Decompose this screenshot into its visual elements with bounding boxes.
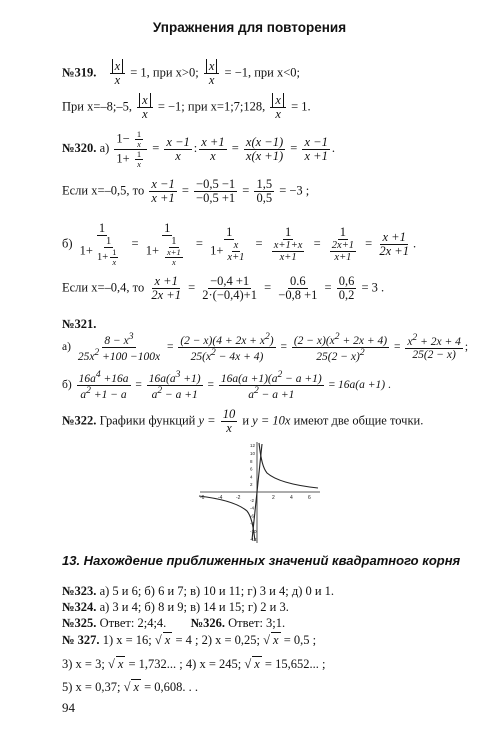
fraction: $\frac{8 - x^3}{25x^2 +100 -100x}$ xyxy=(77,331,161,363)
problem-323 xyxy=(62,584,334,599)
text: = 4 ; xyxy=(175,633,199,647)
problem-number: №326. xyxy=(190,616,225,630)
fraction: $\frac{x^2 + 2x + 4}{25(2 - x)}$ xyxy=(407,332,461,362)
y-tick-label: -12 xyxy=(250,536,257,542)
y-tick-label: 8 xyxy=(250,458,253,464)
y-tick-label: -2 xyxy=(250,497,255,503)
text: 5) x = 0,37; xyxy=(62,680,121,694)
problem-number: № 327. xyxy=(62,633,100,647)
x-tick-label: -6 xyxy=(200,495,205,501)
fraction: $\frac{x}{x}$ xyxy=(270,94,286,121)
text: Если x=–0,4, то xyxy=(62,280,145,295)
fraction: $\frac{x}{x}$ xyxy=(137,94,153,121)
fraction: 1 1+ $\frac{x}{x+1}$ xyxy=(210,224,245,264)
text: и xyxy=(242,413,250,428)
y-tick-label: 10 xyxy=(250,451,256,456)
text: = 1,732... ; xyxy=(128,657,183,671)
hyperbola-negative-branch xyxy=(199,496,255,541)
fraction: $\frac{x +1}{2x +1}$ xyxy=(379,229,409,258)
fraction: $\frac{x}{x}$ xyxy=(110,60,126,87)
y-tick-label: -4 xyxy=(250,505,255,511)
fraction: $\frac{x +1}{2x +1}$ xyxy=(151,274,181,303)
problem-number: №319. xyxy=(62,65,97,80)
text: = −1, при x<0; xyxy=(224,65,301,80)
text: 4) x = 245; xyxy=(185,657,242,671)
fraction: $\frac{-0,4 +1}{2\cdot(-0,4)+1}$ xyxy=(202,274,257,303)
page-title: Упражнения для повторения xyxy=(152,20,347,35)
y-tick-label: -10 xyxy=(250,529,257,534)
problem-324 xyxy=(62,600,289,615)
y-tick-label: 12 xyxy=(250,443,256,449)
fraction: $\frac{x +1}{x}$ xyxy=(201,134,225,163)
problem-320-b: б) 1 1+ 1 1+ $\frac{1}{x}$ = 1 1+ $\frac{1}{\frac{x+1}{x}}$ = 1 1+ $\frac{x}{x+1}$ = $\frac{1}{\frac{x+1+x}{x+1}}$ = $\frac{1}{\frac{2x+1}{x+1}}$ = $\frac{x +1}{2x +1}$ . xyxy=(62,221,417,268)
text: = 0,608. . . xyxy=(144,680,199,694)
text: Ответ: 2;4;4. xyxy=(99,616,167,630)
fraction: $\frac{0,6}{0,2}$ xyxy=(338,274,355,303)
x-tick-label: -4 xyxy=(218,495,223,501)
text: При x=–8;–5, xyxy=(62,99,132,114)
y-tick-label: -8 xyxy=(250,521,255,527)
problem-321-b: б) $\frac{16a^4 +16a}{a^2 +1 - a}$ = $\frac{16a(a^3 +1)}{a^2 - a +1}$ = $\frac{16a(a +1)(a^2 - a +1)}{a^2 - a +1}$ = 16a(a +1) . xyxy=(62,369,391,401)
y-tick-label: 4 xyxy=(250,474,253,480)
fraction: $\frac{x(x -1)}{x(x +1)}$ xyxy=(245,134,284,163)
fraction: 1− $\frac{1}{x}$ 1+ $\frac{1}{x}$ xyxy=(114,130,147,169)
text: 2) x = 0,25; xyxy=(201,633,261,647)
problem-number: №323. xyxy=(62,584,97,598)
y-tick-label: 2 xyxy=(250,482,253,488)
x-tick-label: 2 xyxy=(272,495,275,501)
problem-number: №320. xyxy=(62,141,97,156)
fraction: $\frac{(2 - x)(4 + 2x + x^2)}{25(x^2 - 4x + 4)}$ xyxy=(180,331,274,363)
fraction: $\frac{0.6}{-0,8 +1}$ xyxy=(278,274,318,303)
fraction: 1 1+ $\frac{1}{\frac{x+1}{x}}$ xyxy=(145,221,181,268)
sqrt-x: x xyxy=(254,657,260,671)
hyperbola-positive-branch xyxy=(259,443,318,488)
x-tick-label: 6 xyxy=(308,495,311,501)
fraction: $\frac{16a(a^3 +1)}{a^2 - a +1}$ xyxy=(148,369,201,401)
fraction: $\frac{1}{\frac{x+1+x}{x+1}}$ xyxy=(273,224,303,264)
text: = −1; при x=1;7;128, xyxy=(157,99,266,114)
sqrt-x: x xyxy=(273,633,279,647)
text: = 15,652... ; xyxy=(264,657,326,671)
x-tick-label: -2 xyxy=(236,495,241,501)
fraction: $\frac{x}{x}$ xyxy=(204,60,220,87)
problem-number: №325. xyxy=(62,616,97,630)
sqrt-x: x xyxy=(117,657,124,671)
fraction: $\frac{x -1}{x +1}$ xyxy=(304,134,328,163)
text: 1) x = 16; xyxy=(102,633,152,647)
y-tick-label: 6 xyxy=(250,466,253,472)
fraction: $\frac{1}{\frac{2x+1}{x+1}}$ xyxy=(331,224,355,264)
text: = 3 . xyxy=(361,280,385,295)
section-heading: 13. Нахождение приближенных значений квадратного корня xyxy=(62,553,461,568)
text: = 1, при x>0; xyxy=(130,65,199,80)
text: а) 3 и 4; б) 8 и 9; в) 14 и 15; г) 2 и 3. xyxy=(99,600,289,614)
fraction: 1 1+ 1 1+ $\frac{1}{x}$ xyxy=(79,221,117,268)
problem-320-case2: Если x=–0,4, то $\frac{x +1}{2x +1}$ = $\frac{-0,4 +1}{2\cdot(-0,4)+1}$ = $\frac{0.6}{-0,8 +1}$ = $\frac{0,6}{0,2}$ = 3 . xyxy=(62,274,385,303)
fraction: $\frac{16a^4 +16a}{a^2 +1 - a}$ xyxy=(78,369,129,401)
fraction: $\frac{-0,5 -1}{-0,5 +1}$ xyxy=(196,177,236,206)
text: а) 5 и 6; б) 6 и 7; в) 10 и 11; г) 3 и 4; д) 0 и 1. xyxy=(99,584,335,598)
problem-number: №324. xyxy=(62,600,97,614)
x-tick-label: 4 xyxy=(290,495,293,501)
problem-322: №322. Графики функций y = $\frac{10}{x}$ и y = 10x имеют две общие точки. xyxy=(62,407,424,436)
fraction: $\frac{x -1}{x}$ xyxy=(166,134,190,163)
problem-320-a: №320. а) 1− $\frac{1}{x}$ 1+ $\frac{1}{x}$ = $\frac{x -1}{x}$ : $\frac{x +1}{x}$ = $\frac{x(x -1)}{x(x +1)}$ = $\frac{x -1}{x +1}$ . xyxy=(62,129,335,169)
text: = 1. xyxy=(291,99,311,114)
text: Если x=–0,5, то xyxy=(62,183,145,198)
sqrt-x: x xyxy=(164,633,171,647)
text: Ответ: 3;1. xyxy=(228,616,286,630)
label: б) xyxy=(62,236,73,251)
problem-319-line1 xyxy=(62,60,300,87)
problem-320-case1: Если x=–0,5, то $\frac{x -1}{x +1}$ = $\frac{-0,5 -1}{-0,5 +1}$ = $\frac{1,5}{0,5}$ = −3 ; xyxy=(62,177,310,206)
problem-327-line3: 5) x = 0,37; √ x = 0,608. . . xyxy=(62,680,199,694)
problem-321-a: а) $\frac{8 - x^3}{25x^2 +100 -100x}$ = $\frac{(2 - x)(4 + 2x + x^2)}{25(x^2 - 4x + 4)}$ = $\frac{(2 - x)(x^2 + 2x + 4)}{25(2 - x)^2}$ = $\frac{x^2 + 2x + 4}{25(2 - x)}$ ; xyxy=(62,331,469,363)
text: = 0,5 ; xyxy=(283,633,317,647)
y-tick-label: -6 xyxy=(250,513,255,519)
problem-327-line2: 3) x = 3; √ x = 1,732... ; 4) x = 245; √ x = 15,652... ; xyxy=(62,657,326,671)
label: а) xyxy=(62,341,71,354)
function-graph xyxy=(195,440,325,545)
fraction: $\frac{(2 - x)(x^2 + 2x + 4)}{25(2 - x)^2}$ xyxy=(293,331,388,363)
text: 3) x = 3; xyxy=(62,657,105,671)
fraction: $\frac{16a(a +1)(a^2 - a +1)}{a^2 - a +1}$ xyxy=(220,369,322,401)
text: имеют две общие точки. xyxy=(293,413,424,428)
page-number: 94 xyxy=(62,700,75,715)
problem-number: №322. xyxy=(62,413,97,428)
problem-number: №321. xyxy=(62,317,97,331)
problem-327-line1: № 327. 1) x = 16; √ x = 4 ; 2) x = 0,25; √ x = 0,5 ; xyxy=(62,633,317,647)
sqrt-x: x xyxy=(133,680,139,694)
label: а) xyxy=(99,141,110,156)
label: б) xyxy=(62,379,72,392)
problem-325-326 xyxy=(62,616,285,631)
fraction: $\frac{x -1}{x +1}$ xyxy=(151,177,175,206)
text: Графики функций xyxy=(99,413,196,428)
fraction: $\frac{10}{x}$ xyxy=(222,407,236,436)
problem-319-line2 xyxy=(62,94,311,121)
fraction: $\frac{1,5}{0,5}$ xyxy=(256,177,273,206)
